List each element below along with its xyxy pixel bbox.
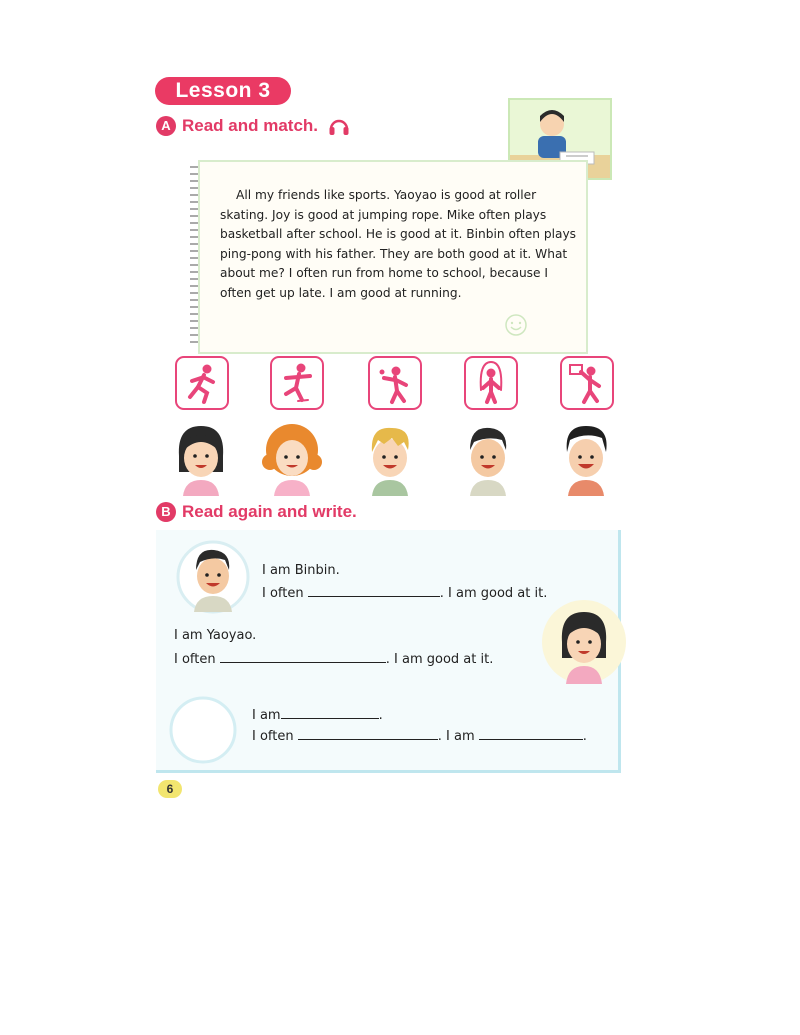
self-good-blank[interactable] bbox=[479, 727, 583, 740]
notebook-spine bbox=[190, 166, 198, 346]
skating-icon[interactable] bbox=[270, 356, 324, 410]
ping-pong-icon[interactable] bbox=[368, 356, 422, 410]
self-avatar-circle bbox=[164, 694, 242, 764]
yaoyao-blank[interactable] bbox=[220, 650, 386, 663]
self-line-2-start: I often bbox=[252, 729, 294, 744]
self-name-blank[interactable] bbox=[281, 706, 379, 719]
binbin-line-2 bbox=[262, 584, 547, 601]
yaoyao-line-2-start: I often bbox=[174, 652, 216, 667]
section-a-heading bbox=[156, 116, 350, 136]
self-line-1 bbox=[252, 706, 383, 723]
section-b-heading bbox=[156, 502, 357, 522]
yaoyao-line-2 bbox=[174, 650, 493, 667]
self-line-1-end: . bbox=[378, 708, 383, 723]
binbin-line-1: I am Binbin. bbox=[262, 563, 340, 578]
kid-face-boy-blond-hair bbox=[360, 420, 420, 496]
running-icon[interactable] bbox=[175, 356, 229, 410]
self-line-1-start: I am bbox=[252, 708, 281, 723]
self-line-2-end: . bbox=[582, 729, 587, 744]
section-a-letter: A bbox=[156, 116, 176, 136]
binbin-line-2-start: I often bbox=[262, 586, 304, 601]
kid-face-boy-black-hair bbox=[458, 420, 518, 496]
self-line-2-mid: . I am bbox=[437, 729, 475, 744]
kid-face-girl-curly-hair bbox=[262, 420, 322, 496]
jump-rope-icon[interactable] bbox=[464, 356, 518, 410]
binbin-line-2-end: . I am good at it. bbox=[439, 586, 548, 601]
yaoyao-line-1: I am Yaoyao. bbox=[174, 628, 257, 643]
page-number: 6 bbox=[158, 780, 182, 798]
kid-face-boy-smiling bbox=[556, 420, 616, 496]
yaoyao-avatar bbox=[540, 598, 628, 686]
section-a-title: Read and match. bbox=[182, 116, 319, 135]
lesson-title: Lesson 3 bbox=[155, 77, 291, 105]
section-b-title: Read again and write. bbox=[182, 502, 357, 521]
self-often-blank[interactable] bbox=[298, 727, 438, 740]
basketball-icon[interactable] bbox=[560, 356, 614, 410]
reading-passage: All my friends like sports. Yaoyao is good at roller skating. Joy is good at jumping rope. Mike often plays basketball after school. He is good at it. Binbin often plays ping-pong with his father. They are both good at it. What about me? I often run from home to school, because I often get up late. I am good at running. bbox=[220, 188, 577, 300]
section-b-letter: B bbox=[156, 502, 176, 522]
binbin-avatar bbox=[176, 540, 250, 614]
kid-face-girl-black-hair bbox=[171, 420, 231, 496]
self-line-2 bbox=[252, 727, 587, 744]
yaoyao-line-2-end: . I am good at it. bbox=[385, 652, 494, 667]
binbin-blank[interactable] bbox=[308, 584, 440, 597]
smiley-icon bbox=[502, 313, 530, 337]
headphones-icon[interactable] bbox=[328, 116, 350, 136]
